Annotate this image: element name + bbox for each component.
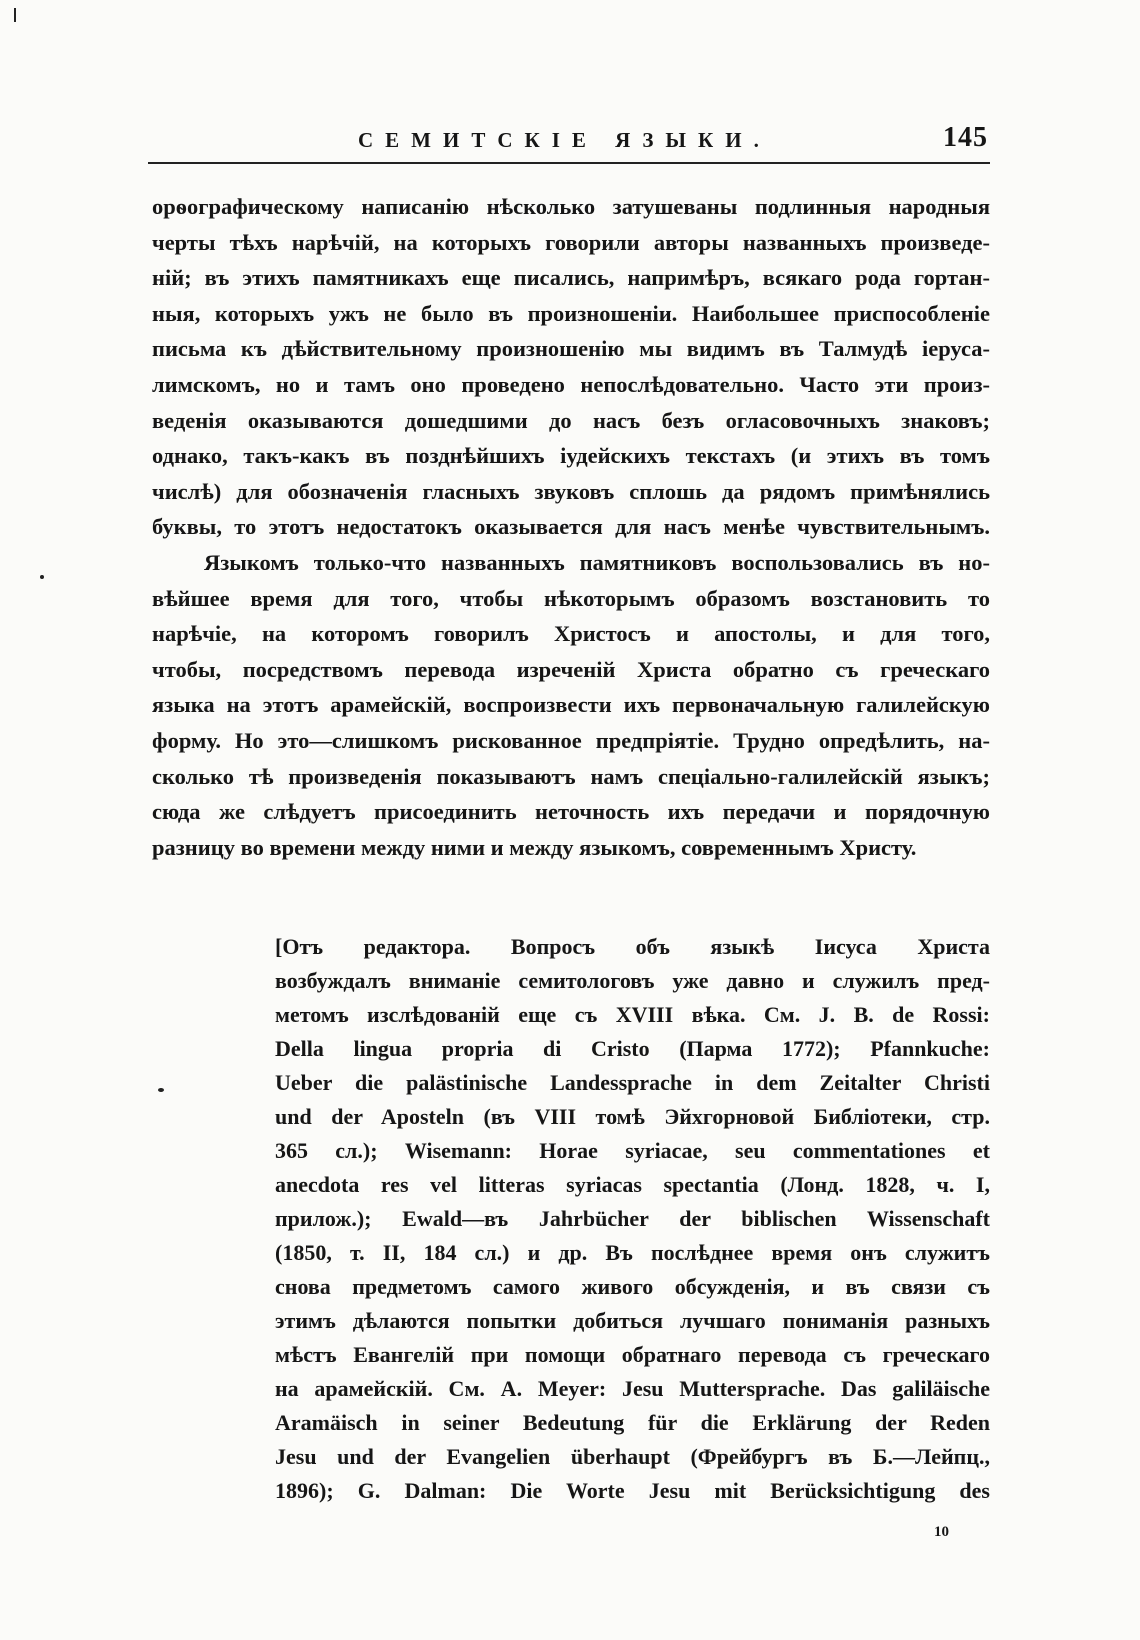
note-line: Aramäisch in seiner Bedeutung für die Erklärung der Reden — [275, 1410, 990, 1435]
page-number: 145 — [943, 122, 988, 153]
text-line: Языкомъ только-что названныхъ памятниковъ воспользовались въ но- — [204, 549, 990, 575]
note-line: прилож.); Ewald—въ Jahrbücher der biblischen Wissenschaft — [275, 1206, 990, 1231]
print-speck — [40, 575, 44, 579]
note-line: снова предметомъ самого живого обсужденія, и въ связи съ — [275, 1274, 990, 1299]
text-line: письма къ дѣйствительному произношенію мы видимъ въ Талмудѣ іеруса- — [152, 336, 990, 362]
note-line: 1896); G. Dalman: Die Worte Jesu mit Berücksichtigung des — [275, 1478, 990, 1503]
note-line: Ueber die palästinische Landessprache in dem Zeitalter Christi — [275, 1070, 990, 1095]
text-line: орѳографическому написанію нѣсколько затушеваны подлинныя народныя — [152, 194, 990, 219]
text-line: форму. Но это—слишкомъ рискованное предпріятіе. Трудно опредѣлить, на- — [152, 727, 990, 753]
text-line: языка на этотъ арамейскій, воспроизвести ихъ первоначальную галилейскую — [152, 692, 990, 718]
note-line: und der Aposteln (въ VIII томѣ Эйхгорновой Библіотеки, стр. — [275, 1104, 990, 1129]
note-line: [Отъ редактора. Вопросъ объ языкѣ Іисуса Христа — [275, 934, 990, 959]
page-header — [148, 118, 990, 164]
note-line: возбуждалъ вниманіе семитологовъ уже давно и служилъ пред- — [275, 968, 990, 993]
text-line: буквы, то этотъ недостатокъ оказывается для насъ менѣе чувствительнымъ. — [152, 514, 990, 540]
print-speck — [158, 1088, 164, 1092]
running-title: СЕМИТСКІЕ ЯЗЫКИ. — [358, 128, 771, 152]
text-line: веденія оказываются дошедшими до насъ безъ огласовочныхъ знаковъ; — [152, 407, 990, 433]
note-line: метомъ изслѣдованій еще съ XVIII вѣка. См. J. B. de Rossi: — [275, 1002, 990, 1027]
note-line: 365 сл.); Wisemann: Horae syriacae, seu commentationes et — [275, 1138, 990, 1163]
header-rule — [148, 162, 990, 164]
text-line: сколько тѣ произведенія показываютъ намъ спеціально-галилейскій языкъ; — [152, 763, 990, 789]
text-line: черты тѣхъ нарѣчій, на которыхъ говорили авторы названныхъ произведе- — [152, 229, 990, 255]
note-line: Della lingua propria di Cristo (Парма 1772); Pfannkuche: — [275, 1036, 990, 1061]
text-line: вѣйшее время для того, чтобы нѣкоторымъ образомъ возстановить то — [152, 585, 990, 611]
text-line: нарѣчіе, на которомъ говорилъ Христосъ и апостолы, и для того, — [152, 621, 990, 647]
note-line: на арамейскій. См. A. Meyer: Jesu Muttersprache. Das galiläische — [275, 1376, 990, 1401]
text-line: ній; въ этихъ памятникахъ еще писались, напримѣръ, всякаго рода гортан- — [152, 265, 990, 291]
signature-mark: 10 — [934, 1524, 949, 1540]
note-line: (1850, т. II, 184 сл.) и др. Въ послѣднее время онъ служитъ — [275, 1240, 990, 1265]
print-speck — [14, 8, 16, 22]
note-line: мѣстъ Евангелій при помощи обратнаго перевода съ греческаго — [275, 1342, 990, 1367]
text-line: чтобы, посредствомъ перевода изреченій Христа обратно съ греческаго — [152, 656, 990, 682]
main-text — [152, 189, 990, 865]
editor-note — [275, 930, 990, 1508]
note-line: anecdota res vel litteras syriacas spectantia (Лонд. 1828, ч. I, — [275, 1172, 990, 1197]
text-line: лимскомъ, но и тамъ оно проведено непослѣдовательно. Часто эти произ- — [152, 371, 990, 397]
text-line: ныя, которыхъ ужъ не было въ произношеніи. Наибольшее приспособленіе — [152, 300, 990, 326]
text-line: однако, такъ-какъ въ позднѣйшихъ іудейскихъ текстахъ (и этихъ въ томъ — [152, 443, 990, 469]
text-line: сюда же слѣдуетъ присоединить неточность ихъ передачи и порядочную — [152, 799, 990, 825]
text-line: числѣ) для обозначенія гласныхъ звуковъ сплошь да рядомъ примѣнялись — [152, 478, 990, 504]
text-line: разницу во времени между ними и между языкомъ, современнымъ Христу. — [152, 834, 917, 860]
note-line: Jesu und der Evangelien überhaupt (Фрейбургъ въ Б.—Лейпц., — [275, 1444, 990, 1469]
note-line: этимъ дѣлаются попытки добиться лучшаго пониманія разныхъ — [275, 1308, 990, 1333]
